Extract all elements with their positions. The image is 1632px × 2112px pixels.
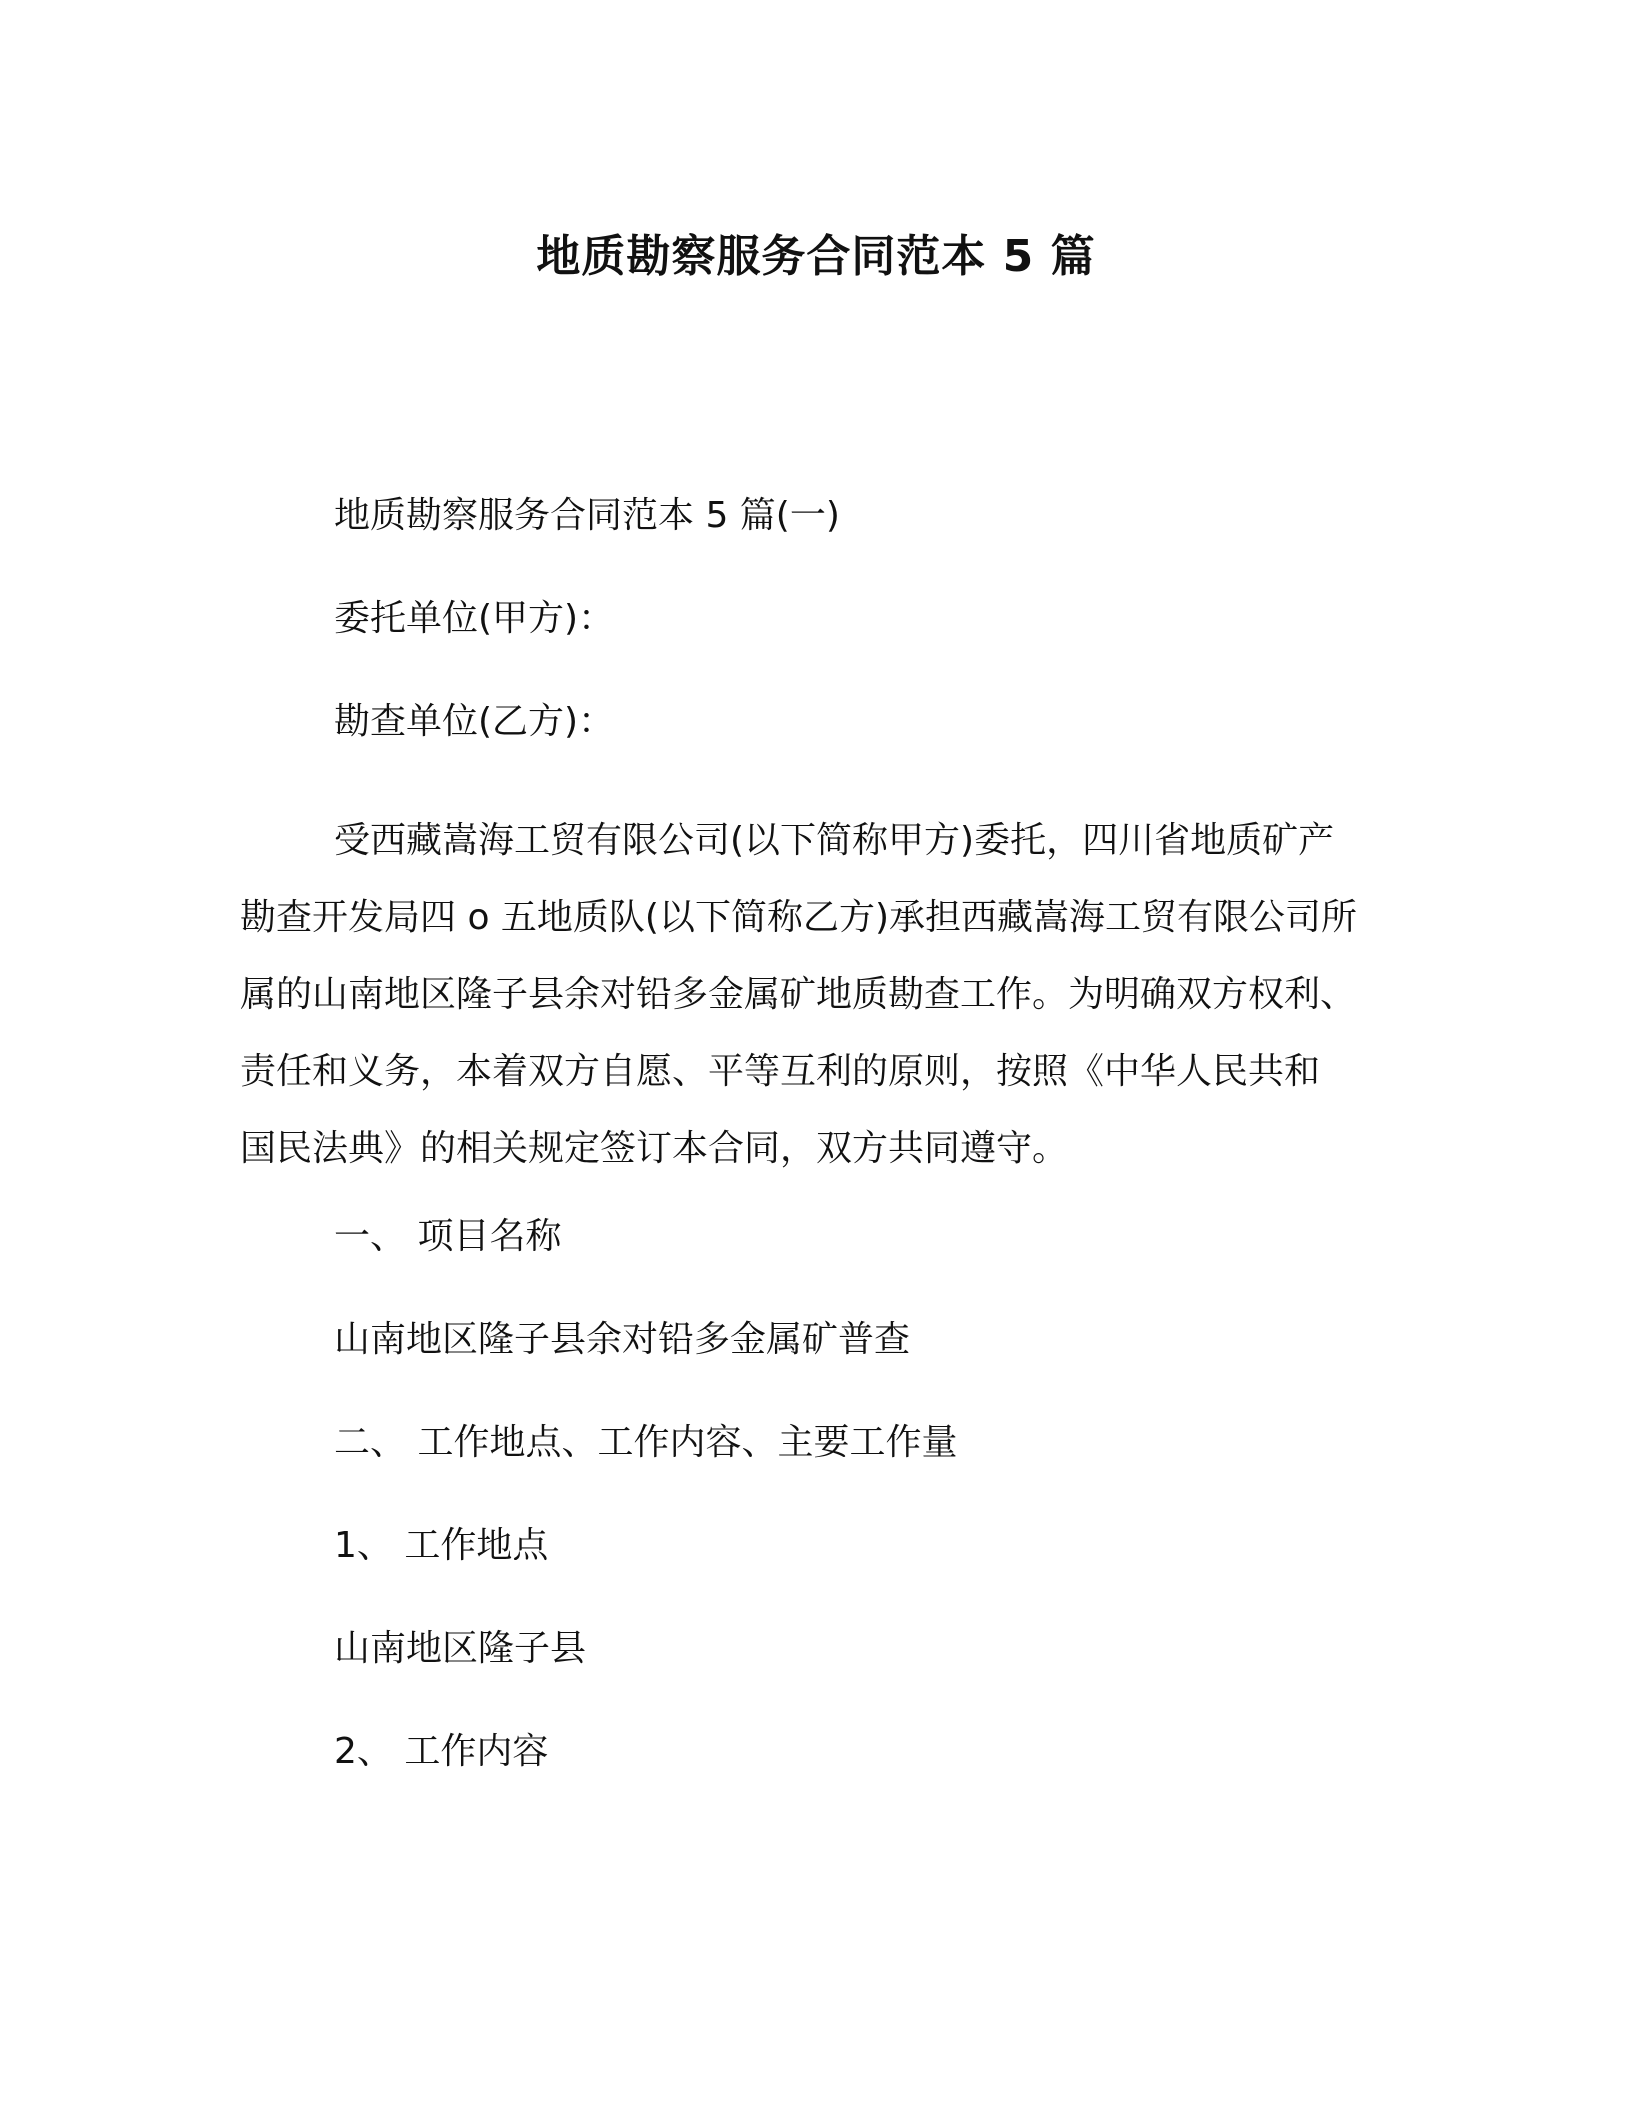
- section-heading-work-scope: 二、 工作地点、工作内容、主要工作量: [334, 1422, 958, 1463]
- intro-paragraph: [240, 802, 1400, 1187]
- intro-line: 勘查开发局四 o 五地质队(以下简称乙方)承担西藏嵩海工贸有限公司所: [240, 897, 1358, 938]
- section-heading-project-name: 一、 项目名称: [334, 1216, 562, 1257]
- party-a-label: 委托单位(甲方)：: [334, 598, 615, 639]
- document-subtitle: 地质勘察服务合同范本 5 篇(一): [334, 495, 840, 536]
- intro-line: 属的山南地区隆子县余对铅多金属矿地质勘查工作。为明确双方权利、: [240, 974, 1357, 1015]
- party-b-label: 勘查单位(乙方)：: [334, 701, 615, 742]
- intro-line: 受西藏嵩海工贸有限公司(以下简称甲方)委托，四川省地质矿产: [334, 820, 1335, 861]
- item-heading-work-content: 2、 工作内容: [334, 1731, 549, 1772]
- intro-line: 责任和义务，本着双方自愿、平等互利的原则，按照《中华人民共和: [240, 1051, 1321, 1092]
- work-location-text: 山南地区隆子县: [334, 1628, 587, 1669]
- item-heading-work-location: 1、 工作地点: [334, 1525, 549, 1566]
- intro-line: 国民法典》的相关规定签订本合同，双方共同遵守。: [240, 1128, 1069, 1169]
- project-name-text: 山南地区隆子县余对铅多金属矿普查: [334, 1319, 911, 1360]
- document-title: 地质勘察服务合同范本 5 篇: [536, 231, 1096, 282]
